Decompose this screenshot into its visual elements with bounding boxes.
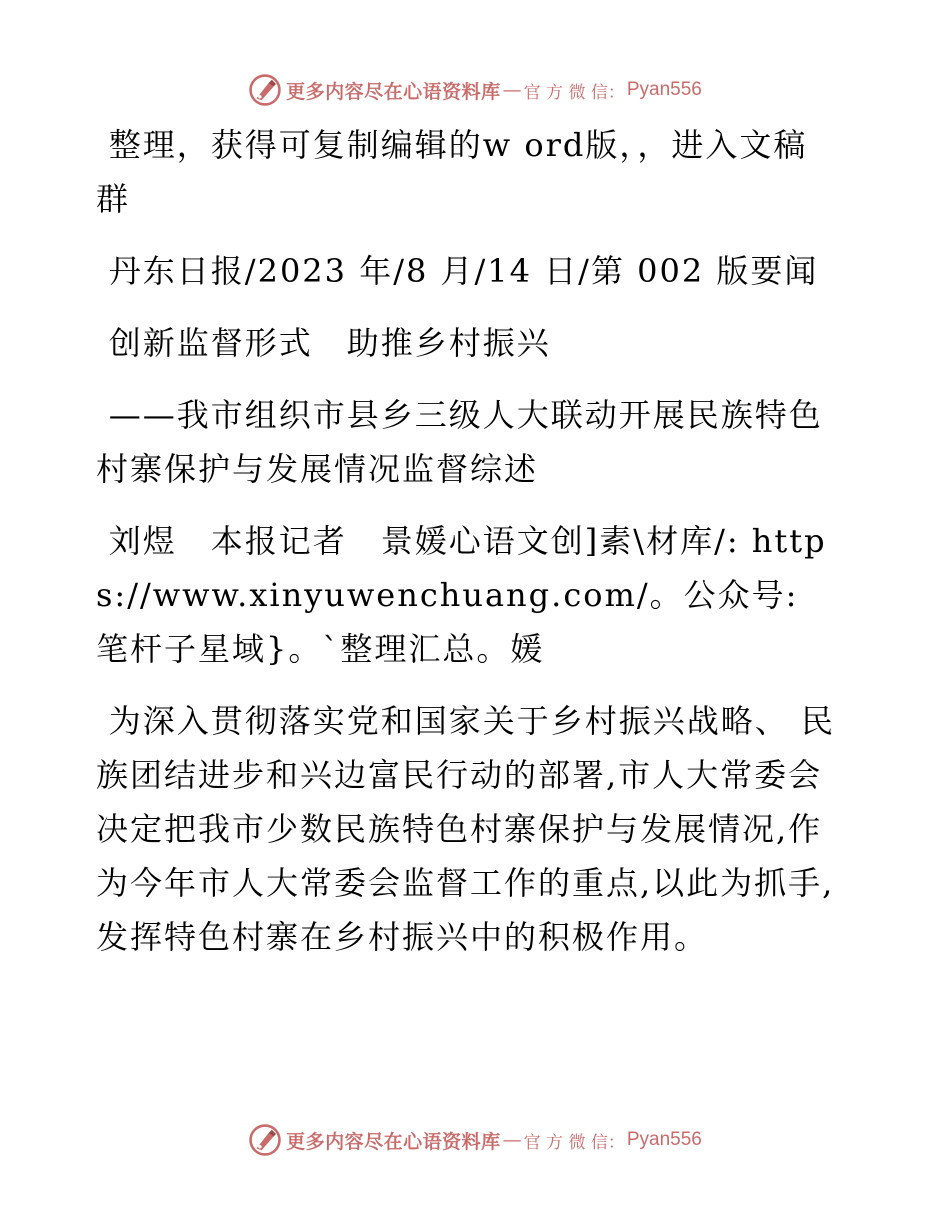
watermark-label: 官 方 微 信： [523, 1132, 625, 1153]
watermark-dash: — [502, 79, 522, 101]
watermark-text: 更多内容尽在心语资料库 [286, 1130, 501, 1153]
watermark-id: Pyan556 [626, 79, 702, 100]
footer-watermark [0, 1122, 950, 1158]
byline: 刘煜 本报记者 景媛心语文创]素\材库/: https://www.xinyuwenchuang.com/。公众号: 笔杆子星域}。`整理汇总。媛 [96, 522, 827, 668]
pen-nib-logo-icon [248, 1123, 282, 1157]
watermark-dash: — [502, 1129, 522, 1151]
pen-nib-logo-icon [248, 73, 282, 107]
watermark-label: 官 方 微 信： [523, 82, 625, 103]
watermark-group [248, 73, 702, 107]
watermark-group [248, 1123, 702, 1157]
header-watermark [0, 72, 950, 108]
watermark-text: 更多内容尽在心语资料库 [286, 80, 501, 103]
article-subtitle: ——我市组织市县乡三级人大联动开展民族特色村寨保护与发展情况监督综述 [96, 396, 823, 488]
article-title: 创新监督形式 助推乡村振兴 [108, 324, 551, 362]
watermark-id: Pyan556 [626, 1129, 702, 1150]
source-line: 丹东日报/2023 年/8 月/14 日/第 002 版要闻 [108, 252, 819, 290]
body-paragraph: 为深入贯彻落实党和国家关于乡村振兴战略、 民族团结进步和兴边富民行动的部署,市人大常委会决定把我市少数民族特色村寨保护与发展情况,作为今年市人大常委会监督工作的重点,以此为抓手,发挥特色村寨在乡村振兴中的积极作用。 [96, 702, 835, 956]
intro-line: 整理，获得可复制编辑的w ord版，，进入文稿群 [96, 126, 808, 218]
document-body [96, 118, 836, 982]
